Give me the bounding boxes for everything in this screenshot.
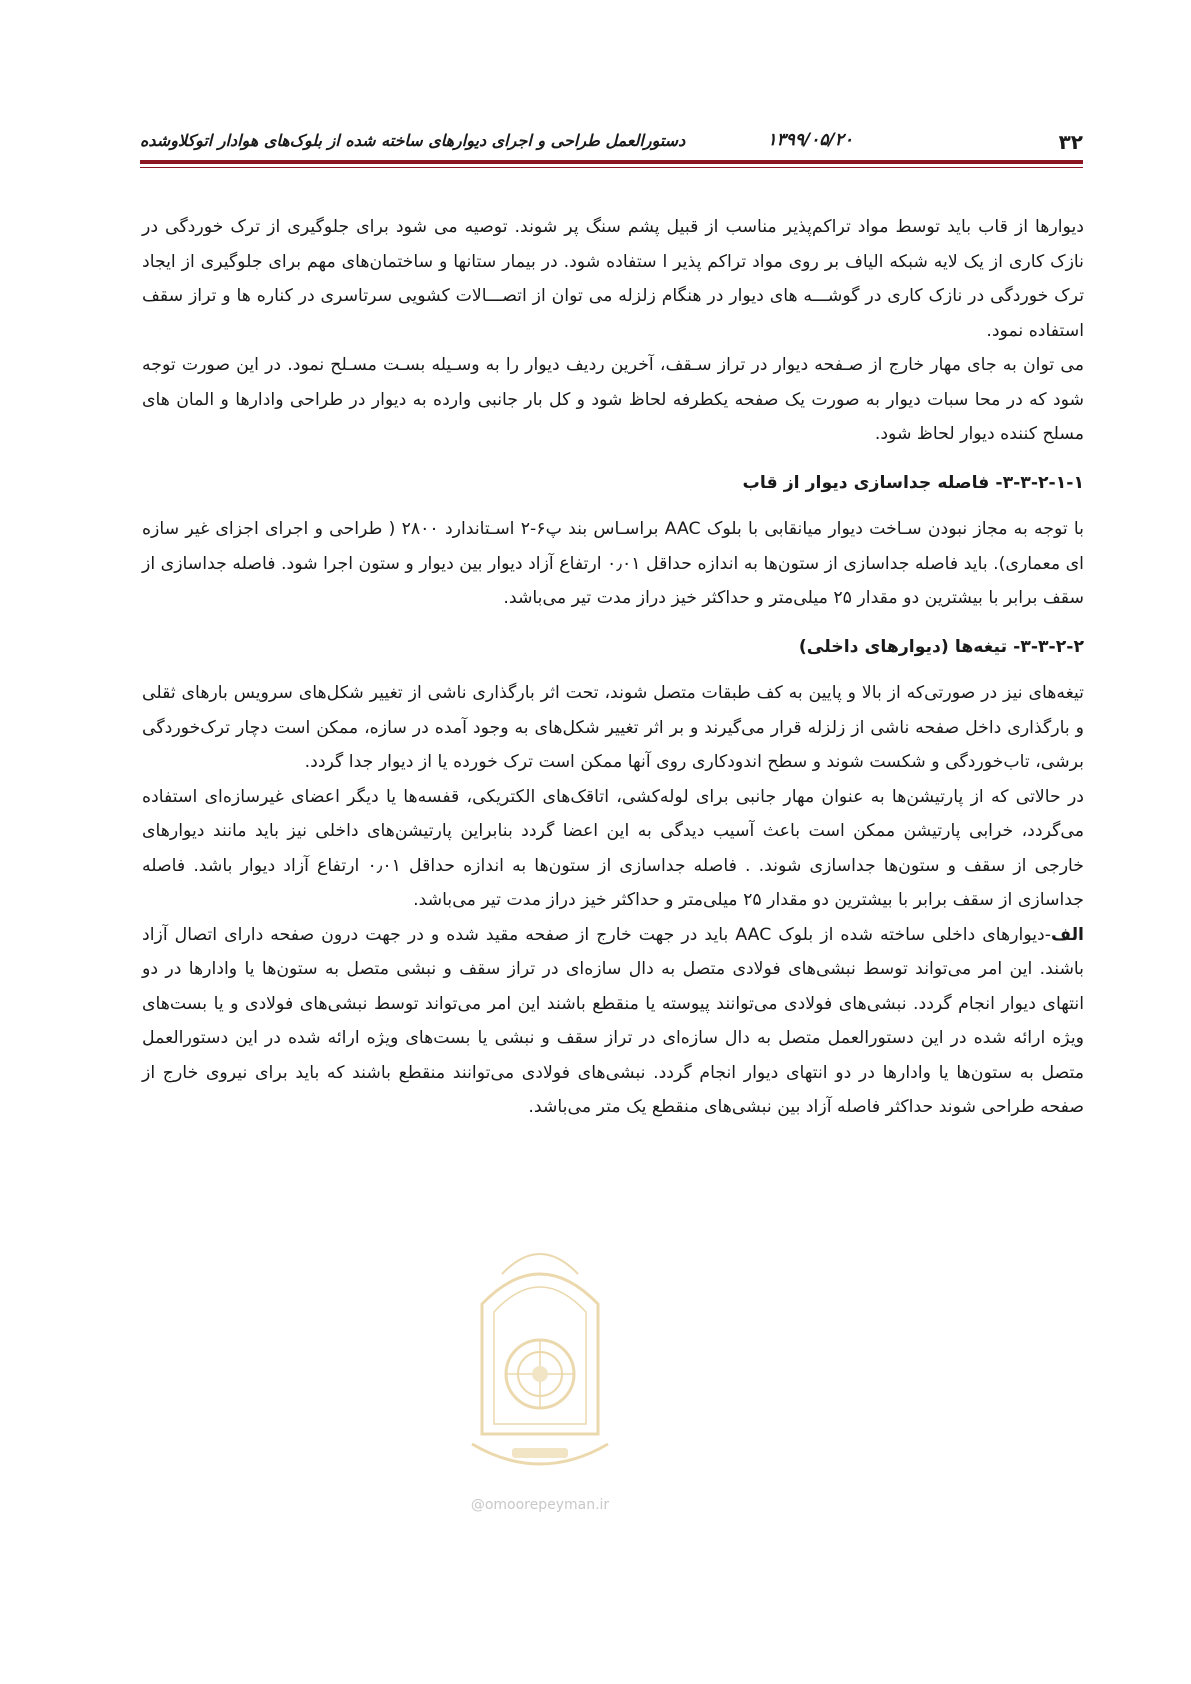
page-number: ۳۲	[1058, 130, 1083, 154]
section-heading-2: ۳-۳-۲-۲- تیغه‌ها (دیوارهای داخلی)	[798, 636, 1084, 657]
paragraph-6-text: -دیوارهای داخلی ساخته شده از بلوک AAC باید در جهت خارج از صفحه مقید شده و در جهت درون صفحه دارای اتصال آزاد باشند. این امر می‌تواند توسط نبشی‌های فولادی متصل به دال سازه‌ای در تراز سقف و نبشی متصل به ستون‌ها یا وادارها در دو انتهای دیوار انجام گردد. نبشی‌های فولادی می‌توانند پیوسته یا منقطع باشند این امر می‌تواند توسط نبشی‌های فولادی و یا بست‌های ویژه ارائه شده در این دستورالعمل متصل به دال سازه‌ای در تراز سقف و نبشی یا بست‌های ویژه ارائه شده در این دستورالعمل متصل به ستون‌ها یا وادارها در دو انتهای دیوار انجام گردد. نبشی‌های فولادی می‌توانند منقطع باشند که باید برای نیروی خارج از صفحه طراحی شوند حداکثر فاصله آزاد بین نبشی‌های منقطع یک متر می‌باشد.	[142, 924, 1084, 1117]
paragraph-5: در حالاتی که از پارتیشن‌ها به عنوان مهار جانبی برای لوله‌کشی، اتاقک‌های الکتریکی، قفسه‌ها یا دیگر اعضای غیرسازه‌ای استفاده می‌گردد، خرابی پارتیشن ممکن است باعث آسیب دیدگی به این اعضا گردد بنابراین پارتیشن‌های داخلی نیز باید مانند دیوارهای خارجی از سقف و ستون‌ها جداسازی شوند. . فاصله جداسازی از ستون‌ها به اندازه حداقل ۰٫۰۱ ارتفاع آزاد دیوار باشد. فاصله جداسازی از سقف برابر با بیشترین دو مقدار ۲۵ میلی‌متر و حداکثر خیز دراز مدت تیر می‌باشد.	[142, 786, 1084, 910]
header-rule-thick	[140, 160, 1083, 164]
paragraph-6-lead: الف	[1050, 924, 1084, 945]
paragraph-2: می توان به جای مهار خارج از صـفحه دیوار در تراز سـقف، آخرین ردیف دیوار را به وسـیله بسـت مسـلح نمود. در این صورت توجه شود که در محا سبات دیوار به صورت یک صفحه یکطرفه لحاظ شود و کل بار جانبی وارده به دیوار در طراحی وادارها و المان های مسلح کننده دیوار لحاظ شود.	[142, 355, 1084, 444]
header-rule-thin	[140, 167, 1083, 168]
watermark-url: @omoorepeyman.ir	[470, 1497, 610, 1513]
paragraph-4: تیغه‌های نیز در صورتی‌که از بالا و پایین به کف طبقات متصل شوند، تحت اثر بارگذاری ناشی از تغییر شکل‌های سرویس بارهای ثقلی و بارگذاری داخل صفحه ناشی از زلزله قرار می‌گیرند و بر اثر تغییر شکل‌های به وجود آمده در سازه، ممکن است دچار ترک‌خوردگی برشی، تاب‌خوردگی و شکست شوند و سطح اندودکاری روی آنها ممکن است ترک خورده یا از دیوار جدا گردد.	[142, 683, 1084, 772]
paragraph-3: با توجه به مجاز نبودن سـاخت دیوار میانقابی با بلوک AAC براسـاس بند پ۶-۲ اسـتاندارد ۲۸۰۰ ( طراحی و اجرای اجزای غیر سازه ای معماری). باید فاصله جداسازی از ستون‌ها به اندازه حداقل ۰٫۰۱ ارتفاع آزاد دیوار بین دیوار و ستون اجرا شود. فاصله جداسازی از سقف برابر با بیشترین دو مقدار ۲۵ میلی‌متر و حداکثر خیز دراز مدت تیر می‌باشد.	[142, 519, 1084, 608]
header-date: ۱۳۹۹/۰۵/۲۰	[767, 130, 853, 150]
watermark-logo-icon	[442, 1234, 638, 1492]
section-heading-1: ۳-۳-۲-۱-۱- فاصله جداسازی دیوار از قاب	[742, 472, 1084, 493]
paragraph-1: دیوارها از قاب باید توسط مواد تراکم‌پذیر مناسب از قبیل پشم سنگ پر شوند. توصیه می شود برای جلوگیری از ترک خوردگی در نازک کاری از یک لایه شبکه الیاف بر روی مواد تراکم پذیر ا ستفاده شود. در بیمار ستانها و ساختمان‌های مهم برای جلوگیری از ایجاد ترک خوردگی در نازک کاری در گوشـــه های دیوار در هنگام زلزله می توان از اتصـــالات کشویی سرتاسری در کناره ها و تراز سقف استفاده نمود.	[142, 217, 1084, 341]
header-title: دستورالعمل طراحی و اجرای دیوارهای ساخته شده از بلوک‌های هوادار اتوکلاوشده	[140, 131, 686, 150]
document-body	[142, 210, 1084, 1125]
paragraph-6	[142, 918, 1084, 1125]
page-header	[140, 122, 1083, 162]
